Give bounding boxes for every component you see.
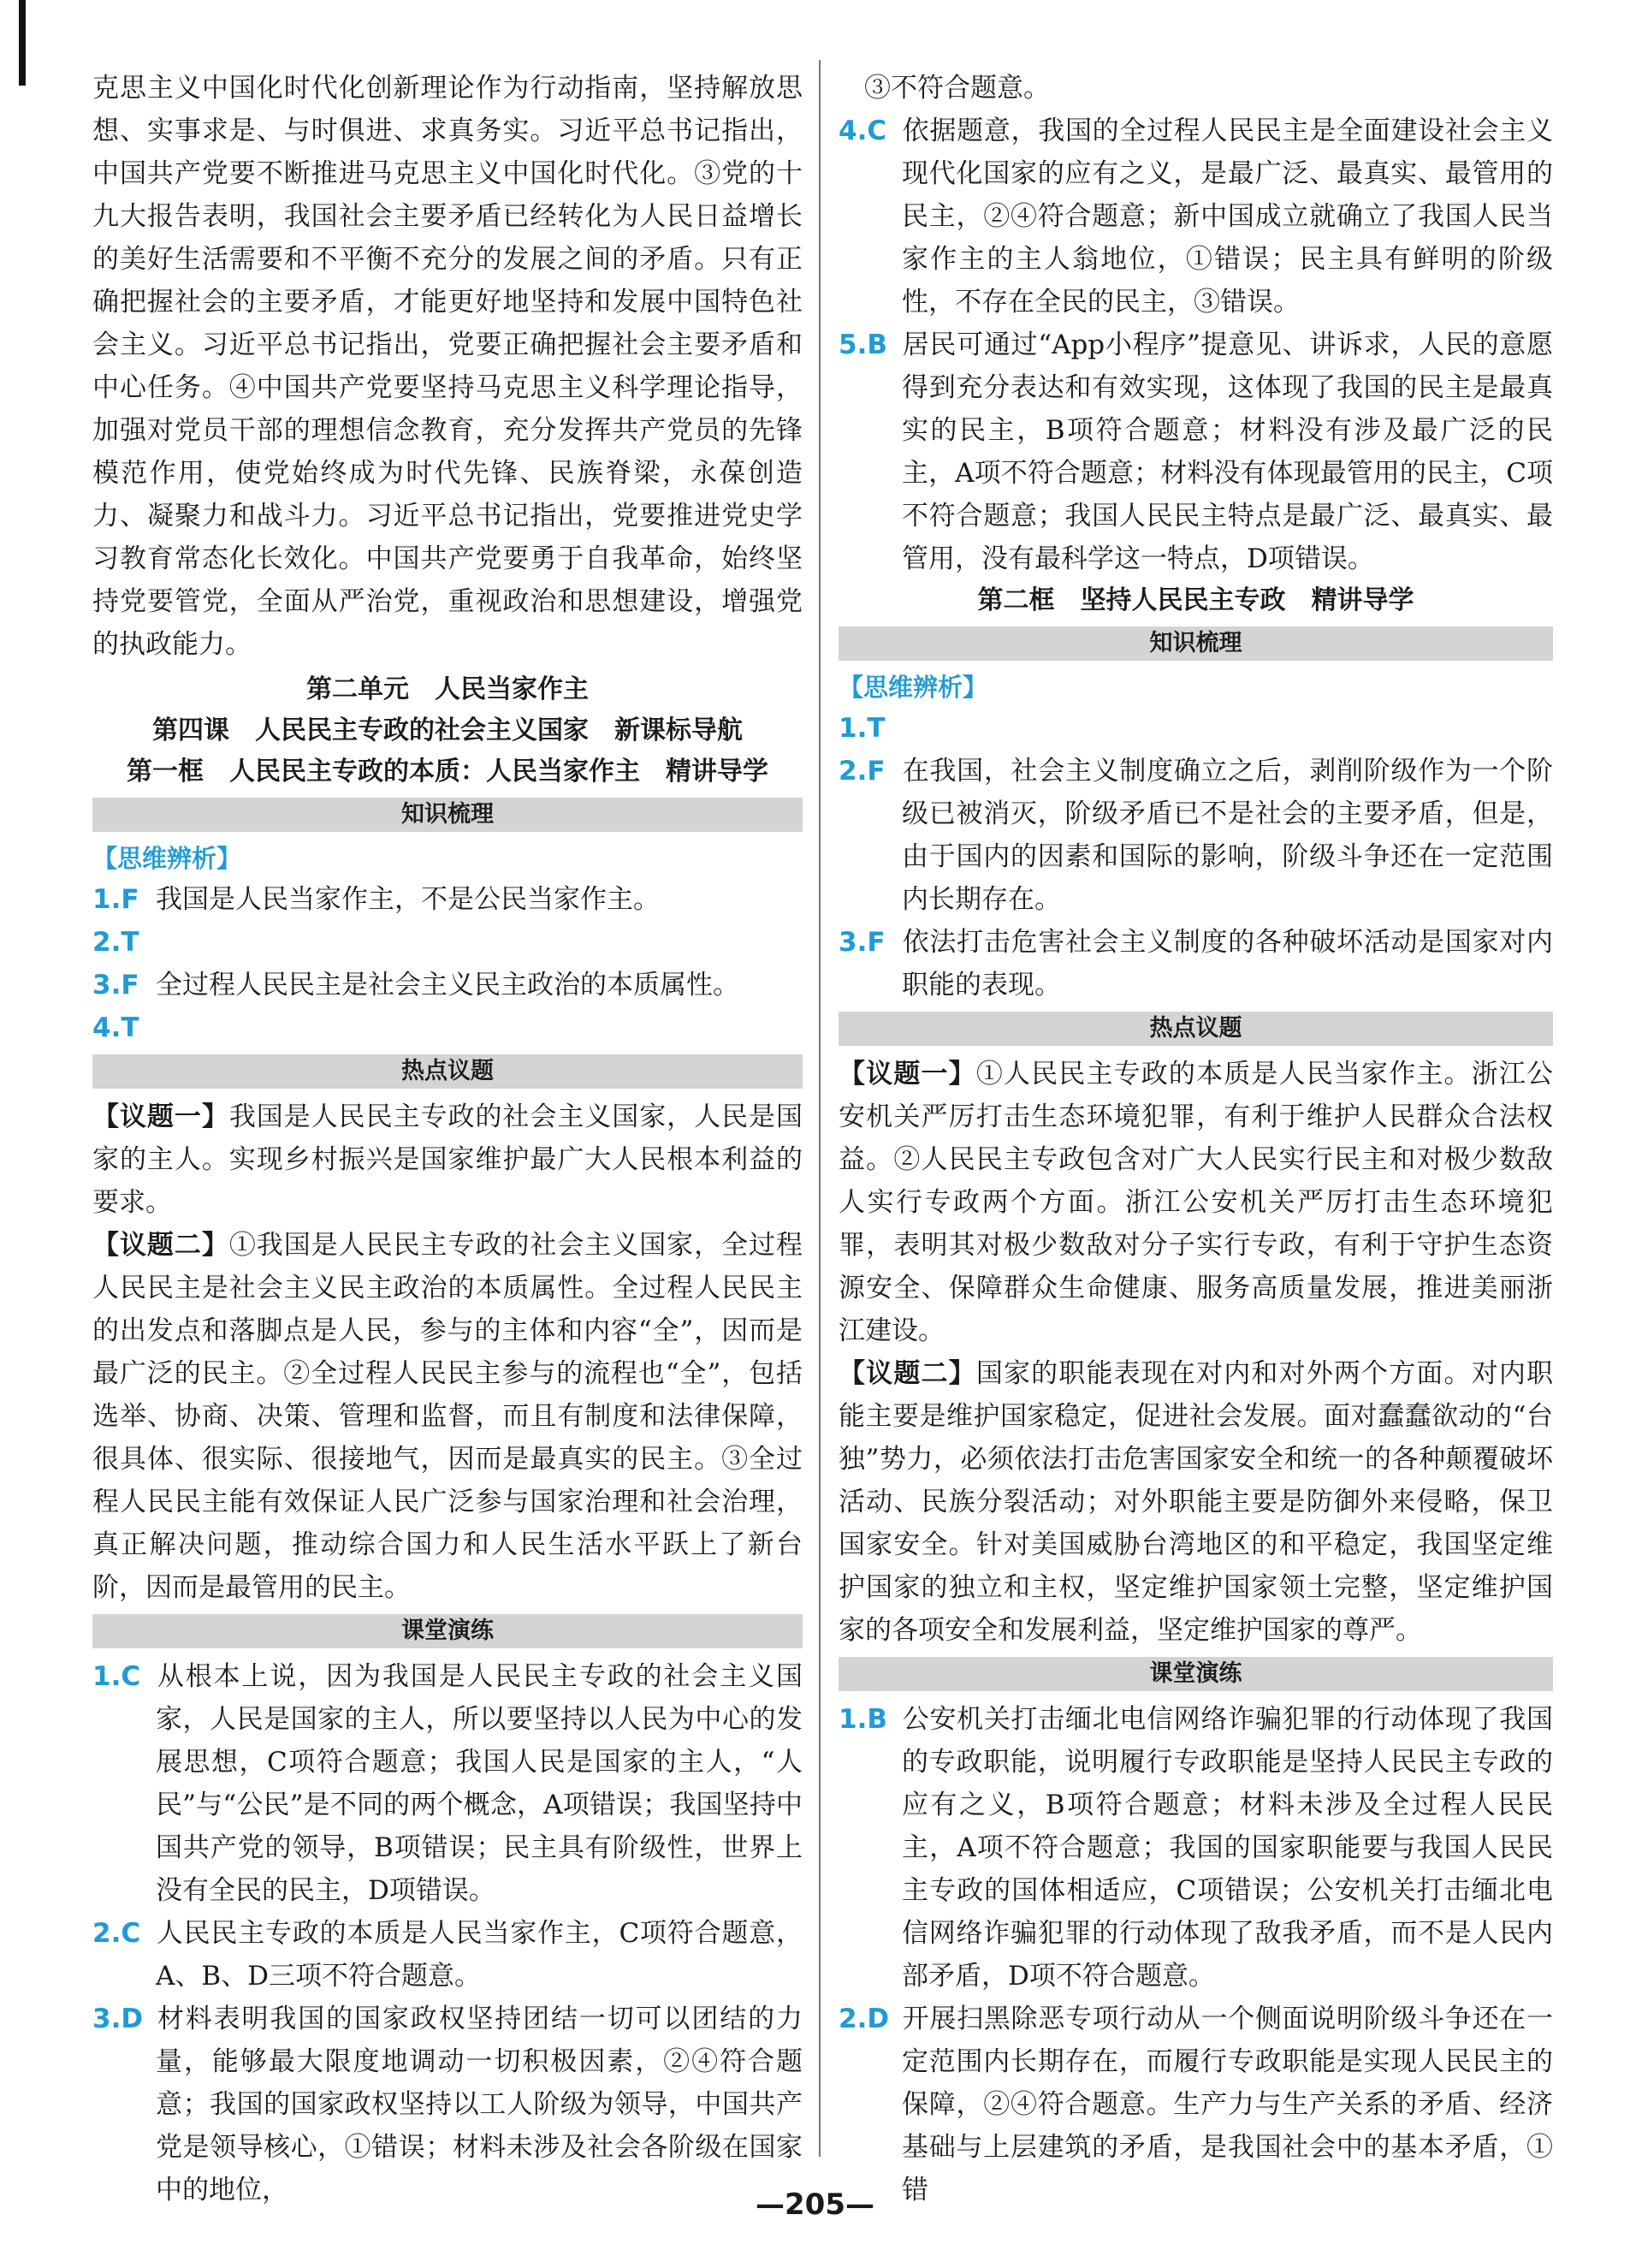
- unit-title: 第二单元 人民当家作主: [306, 674, 589, 704]
- exercise-item: 5.B 居民可通过“App小程序”提意见、讲诉求，人民的意愿得到充分表达和有效实现，这体现了我国的民主是最真实的民主，B项符合题意；材料没有涉及最广泛的民主，A项不符合题意；材料没有体现最管用的民主，C项不符合题意；我国人民民主特点是最广泛、最真实、最管用，没有最科学这一特点，D项错误。: [839, 330, 1553, 574]
- exercise-item: 2.D 开展扫黑除恶专项行动从一个侧面说明阶级斗争还在一定范围内长期存在，而履行专政职能是实现人民民主的保障，②④符合题意。生产力与生产关系的矛盾、经济基础与上层建筑的矛盾，是我国社会中的基本矛盾，①错: [839, 2004, 1553, 2206]
- exercise-item: 3.D 材料表明我国的国家政权坚持团结一切可以团结的力量，能够最大限度地调动一切积极因素，②④符合题意；我国的国家政权坚持以工人阶级为领导，中国共产党是领导核心，①错误；材料未涉及社会各阶级在国家中的地位，: [92, 2004, 803, 2206]
- hot-topics-bar: 热点议题: [839, 1012, 1553, 1046]
- continuation-text: ③不符合题意。: [864, 73, 1050, 104]
- topic-paragraph: 【议题一】我国是人民民主专政的社会主义国家，人民是国家的主人。实现乡村振兴是国家维护最广大人民根本利益的要求。: [92, 1101, 803, 1218]
- hot-topics-bar: 热点议题: [92, 1054, 803, 1089]
- thinking-item: 3.F 全过程人民民主是社会主义民主政治的本质属性。: [92, 970, 739, 1000]
- thinking-item: 3.F 依法打击危害社会主义制度的各种破坏活动是国家对内职能的表现。: [839, 927, 1553, 1000]
- column-divider: [819, 60, 821, 2157]
- thinking-tag: 【思维辨析】: [839, 673, 988, 702]
- exercise-item: 1.B 公安机关打击缅北电信网络诈骗犯罪的行动体现了我国的专政职能，说明履行专政职能是坚持人民民主专政的应有之义，B项符合题意；材料未涉及全过程人民民主，A项不符合题意；我国的国家职能要与我国人民民主专政的国体相适应，C项错误；公安机关打击缅北电信网络诈骗犯罪的行动体现了敌我矛盾，而不是人民内部矛盾，D项不符合题意。: [839, 1704, 1553, 1992]
- knowledge-bar: 知识梳理: [92, 798, 803, 832]
- thinking-item: 2.F 在我国，社会主义制度确立之后，剥削阶级作为一个阶级已被消灭，阶级矛盾已不是社会的主要矛盾，但是，由于国内的因素和国际的影响，阶级斗争还在一定范围内长期存在。: [839, 756, 1553, 915]
- topic-paragraph: 【议题一】①人民民主专政的本质是人民当家作主。浙江公安机关严厉打击生态环境犯罪，有利于维护人民群众合法权益。②人民民主专政包含对广大人民实行民主和对极少数敌人实行专政两个方面。浙江公安机关严厉打击生态环境犯罪，表明其对极少数敌对分子实行专政，有利于守护生态资源安全、保障群众生命健康、服务高质量发展，推进美丽浙江建设。: [839, 1059, 1554, 1346]
- left-column: [92, 67, 803, 2212]
- exercise-item: 1.C 从根本上说，因为我国是人民民主专政的社会主义国家，人民是国家的主人，所以要坚持以人民为中心的发展思想，C项符合题意；我国人民是国家的主人，“人民”与“公民”是不同的两个概念，A项错误；我国坚持中国共产党的领导，B项错误；民主具有阶级性，世界上没有全民的民主，D项错误。: [92, 1661, 803, 1906]
- thinking-item: 2.T: [92, 927, 139, 958]
- thinking-tag: 【思维辨析】: [92, 844, 242, 873]
- exercise-item: 4.C 依据题意，我国的全过程人民民主是全面建设社会主义现代化国家的应有之义，是最广泛、最真实、最管用的民主，②④符合题意；新中国成立就确立了我国人民当家作主的主人翁地位，①错误；民主具有鲜明的阶级性，不存在全民的民主，③错误。: [839, 116, 1553, 318]
- page-number: —205—: [756, 2188, 874, 2222]
- lesson-title: 第四课 人民民主专政的社会主义国家 新课标导航: [152, 715, 743, 745]
- right-column: [839, 67, 1553, 2212]
- page-edge-mark: [19, 0, 26, 86]
- frame-title: 第二框 坚持人民民主专政 精讲导学: [977, 585, 1414, 615]
- thinking-item: 1.T: [839, 713, 886, 744]
- knowledge-bar: 知识梳理: [839, 626, 1553, 661]
- thinking-item: 4.T: [92, 1012, 139, 1043]
- class-practice-bar: 课堂演练: [92, 1614, 803, 1648]
- class-practice-bar: 课堂演练: [839, 1657, 1553, 1691]
- intro-paragraph: 克思主义中国化时代化创新理论作为行动指南，坚持解放思想、实事求是、与时俱进、求真务实。习近平总书记指出，中国共产党要不断推进马克思主义中国化时代化。③党的十九大报告表明，我国社会主要矛盾已经转化为人民日益增长的美好生活需要和不平衡不充分的发展之间的矛盾。只有正确把握社会的主要矛盾，才能更好地坚持和发展中国特色社会主义。习近平总书记指出，党要正确把握社会主要矛盾和中心任务。④中国共产党要坚持马克思主义科学理论指导，加强对党员干部的理想信念教育，充分发挥共产党员的先锋模范作用，使党始终成为时代先锋、民族脊梁，永葆创造力、凝聚力和战斗力。习近平总书记指出，党要推进党史学习教育常态化长效化。中国共产党要勇于自我革命，始终坚持党要管党，全面从严治党，重视政治和思想建设，增强党的执政能力。: [92, 73, 803, 660]
- topic-paragraph: 【议题二】①我国是人民民主专政的社会主义国家，全过程人民民主是社会主义民主政治的本质属性。全过程人民民主的出发点和落脚点是人民，参与的主体和内容“全”，因而是最广泛的民主。②全过程人民民主参与的流程也“全”，包括选举、协商、决策、管理和监督，而且有制度和法律保障，很具体、很实际、很接地气，因而是最真实的民主。③全过程人民民主能有效保证人民广泛参与国家治理和社会治理，真正解决问题，推动综合国力和人民生活水平跃上了新台阶，因而是最管用的民主。: [92, 1230, 803, 1603]
- thinking-item: 1.F 我国是人民当家作主，不是公民当家作主。: [92, 884, 660, 915]
- frame-title: 第一框 人民民主专政的本质：人民当家作主 精讲导学: [127, 757, 768, 787]
- topic-paragraph: 【议题二】国家的职能表现在对内和对外两个方面。对内职能主要是维护国家稳定，促进社会发展。面对蠢蠢欲动的“台独”势力，必须依法打击危害国家安全和统一的各种颠覆破坏活动、民族分裂活动；对外职能主要是防御外来侵略，保卫国家安全。针对美国威胁台湾地区的和平稳定，我国坚定维护国家的独立和主权，坚定维护国家领土完整，坚定维护国家的各项安全和发展利益，坚定维护国家的尊严。: [839, 1358, 1554, 1646]
- exercise-item: 2.C 人民民主专政的本质是人民当家作主，C项符合题意，A、B、D三项不符合题意。: [92, 1918, 803, 1992]
